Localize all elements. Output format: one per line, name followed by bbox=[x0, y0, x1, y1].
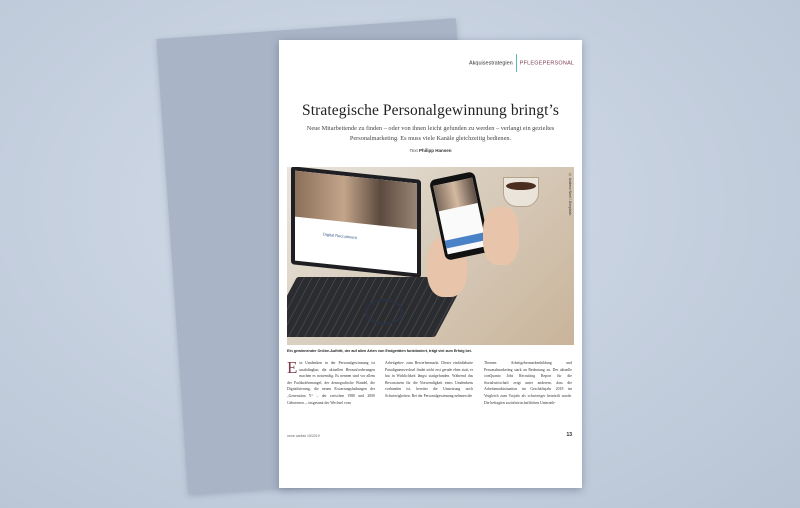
coffee bbox=[506, 182, 536, 190]
laptop-headline: Digital Recruitment bbox=[323, 231, 357, 241]
header-section: PFLEGEPERSONAL bbox=[519, 60, 575, 67]
magazine-page bbox=[279, 40, 582, 488]
photo-credit: © Andrew Neel / Unsplash bbox=[568, 173, 572, 216]
article-title: Strategische Personalgewinnung bringt’s bbox=[301, 102, 560, 119]
byline-prefix: Text bbox=[409, 148, 418, 153]
footer-publication: neue caritas 15/2019 bbox=[287, 434, 320, 438]
article-dek: Neue Mitarbeitende zu finden – oder von ihnen leicht gefunden zu werden – verlangt ein gezieltes Personalmarketing. Es muss viele Kanäle gleichzeitig bedienen. bbox=[306, 125, 555, 142]
phone-screen bbox=[433, 178, 487, 255]
page-header bbox=[469, 54, 574, 72]
phone-hero-image bbox=[433, 178, 478, 212]
page-number: 13 bbox=[566, 432, 572, 438]
laptop-screen bbox=[291, 167, 421, 278]
right-hand bbox=[483, 207, 519, 265]
eyeglasses bbox=[365, 299, 403, 325]
laptop-hero-image bbox=[295, 171, 417, 230]
column-1-text: in Umdenken in der Personalgewinnung ist unabdingbar, die aktuellen Herausforderungen machen es notwendig. Es nennen sind vor allem der Fachkräftemangel, der demografische Wandel, die Digitalisierung, die neuen Erwartungshaltungen der „Generation Y“ – der zwischen 1980 und 2000 Geborenen –, insgesamt der Wechsel vom bbox=[287, 361, 375, 405]
drop-cap: E bbox=[287, 358, 298, 377]
coffee-cup bbox=[503, 177, 539, 207]
text-column-1 bbox=[287, 360, 375, 406]
article-byline bbox=[279, 148, 582, 153]
text-column-2: Arbeitgeber- zum Bewerbermarkt. Dieser einfädiebarte Paradigmenwechsel findet nicht erst gerade eben statt, er hat in Wirklichkeit längst stattgefunden. Während das Bewusstsein für die Notwendigkeit eines Umdenkens vorhanden ist, bereitet die Umsetzung noch Schwierigkeiten. Bei der Personalgewinnung nehmen die bbox=[385, 361, 473, 398]
header-divider bbox=[516, 54, 517, 72]
byline-author: Philipp Hansen bbox=[419, 148, 452, 153]
laptop-display bbox=[295, 171, 417, 274]
text-column-3: Themen Arbeitgebermarkenbildung und Personalmarketing stark an Bedeutung zu. Der aktuelle conQuanto Jobs Recruiting Report für die Sozialwirtschaft zeigt unter anderem, dass die Arbeitsmarktsituation im Geschäftsjahr 2018 im Vergleich zum Vorjahr als schwieriger beurteilt wurde. Die befragten sozialwirtschaftlichen Unterneh- bbox=[484, 361, 572, 405]
phone-blue-bar bbox=[445, 232, 486, 248]
photo-caption: Ein gewinnender Online-Auftritt, der auf allen Arten von Endgeräten funktioniert, trägt viel zum Erfolg bei. bbox=[287, 349, 472, 353]
header-kicker: Akquisestrategien bbox=[469, 60, 513, 67]
article-photo bbox=[287, 167, 574, 345]
